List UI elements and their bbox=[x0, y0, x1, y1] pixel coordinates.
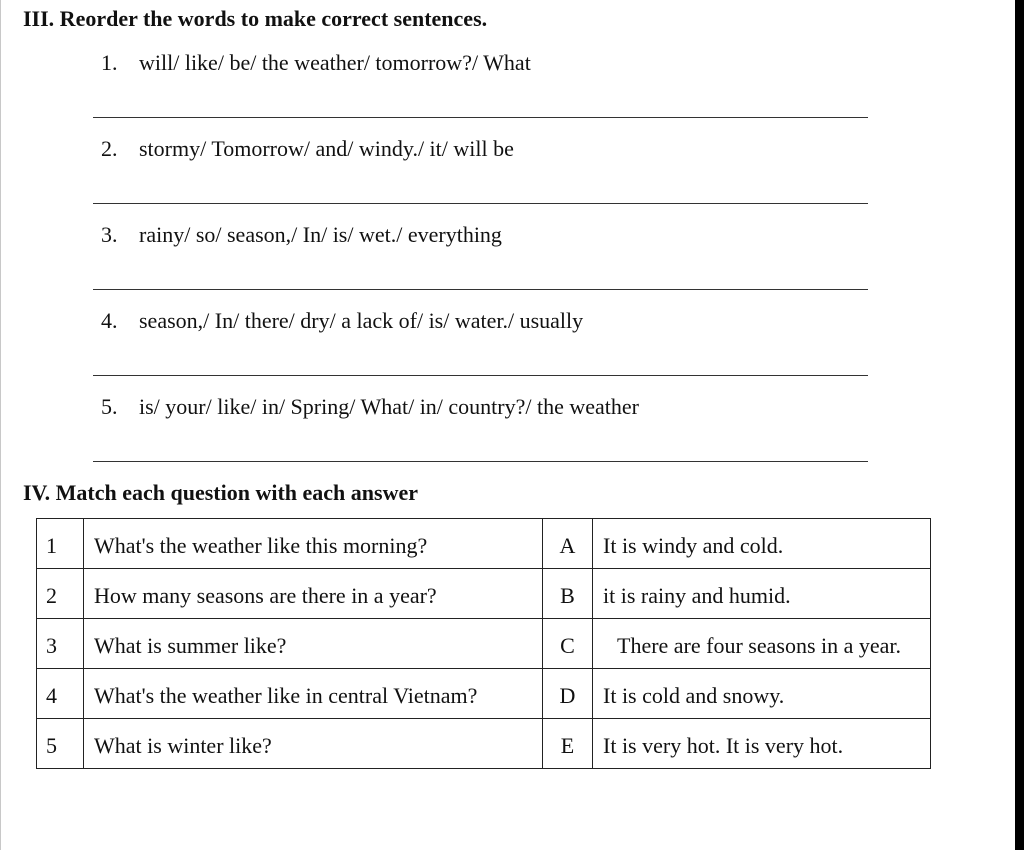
answer-text: It is cold and snowy. bbox=[593, 669, 931, 719]
question-number: 2 bbox=[37, 569, 84, 619]
answer-text: It is windy and cold. bbox=[593, 519, 931, 569]
table-row bbox=[37, 619, 931, 669]
answer-text: It is very hot. It is very hot. bbox=[593, 719, 931, 769]
answer-text: it is rainy and humid. bbox=[593, 569, 931, 619]
table-row bbox=[37, 519, 931, 569]
item-text: is/ your/ like/ in/ Spring/ What/ in/ country?/ the weather bbox=[139, 394, 639, 419]
answer-line-2[interactable] bbox=[93, 203, 868, 204]
reorder-item-4 bbox=[101, 308, 583, 334]
item-number: 2. bbox=[101, 136, 118, 161]
section-3-title: III. Reorder the words to make correct sentences. bbox=[23, 6, 488, 31]
question-text: How many seasons are there in a year? bbox=[84, 569, 543, 619]
answer-line-4[interactable] bbox=[93, 375, 868, 376]
reorder-item-2 bbox=[101, 136, 514, 162]
matching-table bbox=[36, 518, 931, 769]
reorder-item-5 bbox=[101, 394, 639, 420]
section-4-title: IV. Match each question with each answer bbox=[23, 480, 418, 505]
answer-line-5[interactable] bbox=[93, 461, 868, 462]
question-number: 4 bbox=[37, 669, 84, 719]
reorder-item-1 bbox=[101, 50, 531, 76]
question-text: What is summer like? bbox=[84, 619, 543, 669]
item-text: season,/ In/ there/ dry/ a lack of/ is/ water./ usually bbox=[139, 308, 584, 333]
answer-letter: C bbox=[543, 619, 593, 669]
table-row bbox=[37, 569, 931, 619]
item-number: 4. bbox=[101, 308, 118, 333]
item-text: will/ like/ be/ the weather/ tomorrow?/ What bbox=[139, 50, 531, 75]
item-text: stormy/ Tomorrow/ and/ windy./ it/ will be bbox=[139, 136, 514, 161]
question-number: 3 bbox=[37, 619, 84, 669]
table-row bbox=[37, 719, 931, 769]
item-text: rainy/ so/ season,/ In/ is/ wet./ everything bbox=[139, 222, 502, 247]
answer-line-3[interactable] bbox=[93, 289, 868, 290]
question-number: 5 bbox=[37, 719, 84, 769]
answer-text: There are four seasons in a year. bbox=[593, 619, 931, 669]
answer-line-1[interactable] bbox=[93, 117, 868, 118]
answer-letter: E bbox=[543, 719, 593, 769]
answer-letter: D bbox=[543, 669, 593, 719]
item-number: 1. bbox=[101, 50, 118, 75]
question-text: What is winter like? bbox=[84, 719, 543, 769]
question-text: What's the weather like in central Vietnam? bbox=[84, 669, 543, 719]
answer-letter: B bbox=[543, 569, 593, 619]
item-number: 3. bbox=[101, 222, 118, 247]
answer-letter: A bbox=[543, 519, 593, 569]
reorder-item-3 bbox=[101, 222, 502, 248]
table-row bbox=[37, 669, 931, 719]
question-text: What's the weather like this morning? bbox=[84, 519, 543, 569]
item-number: 5. bbox=[101, 394, 118, 419]
question-number: 1 bbox=[37, 519, 84, 569]
